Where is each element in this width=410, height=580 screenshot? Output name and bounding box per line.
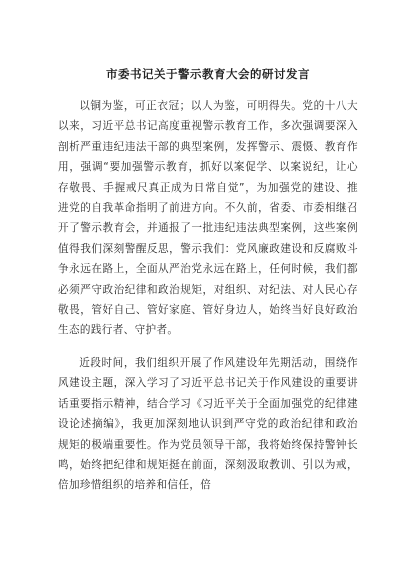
document-title: 市委书记关于警示教育大会的研讨发言: [106, 67, 310, 81]
paragraph-2: 近段时间，我们组织开展了作风建设年先期活动，围绕作风建设主题，深入学习了习近平总书记关于作风建设的重要讲话重要指示精神，结合学习《习近平关于全面加强党的纪律建设论述摘编》，我更加深刻地认识到严守党的政治纪律和政治规矩的极端重要性。作为党员领导干部，我将始终保持警钟长鸣，始终把纪律和规矩挺在前面，深刻汲取教训、引以为戒，倍加珍惜组织的培养和信任，倍: [58, 356, 358, 492]
paragraph-1: 以铜为鉴，可正衣冠；以人为鉴，可明得失。党的十八大以来，习近平总书记高度重视警示教育工作，多次强调要深入剖析严重违纪违法干部的典型案例，发挥警示、震慑、教育作用，强调“要加强警示教育，抓好以案促学、以案说纪，让心存敬畏、手握戒尺真正成为日常自觉”，为加强党的建设、推进党的自我革命指明了前进方向。不久前，省委、市委相继召开了警示教育会，并通报了一批违纪违法典型案例，这些案例值得我们深刻警醒反思，警示我们：党风廉政建设和反腐败斗争永远在路上，全面从严治党永远在路上，任何时候，我们都必须严守政治纪律和政治规矩，对组织、对纪法、对人民心存敬畏，管好自己、管好家庭、管好身边人，始终当好良好政治生态的践行者、守护者。: [58, 100, 358, 337]
